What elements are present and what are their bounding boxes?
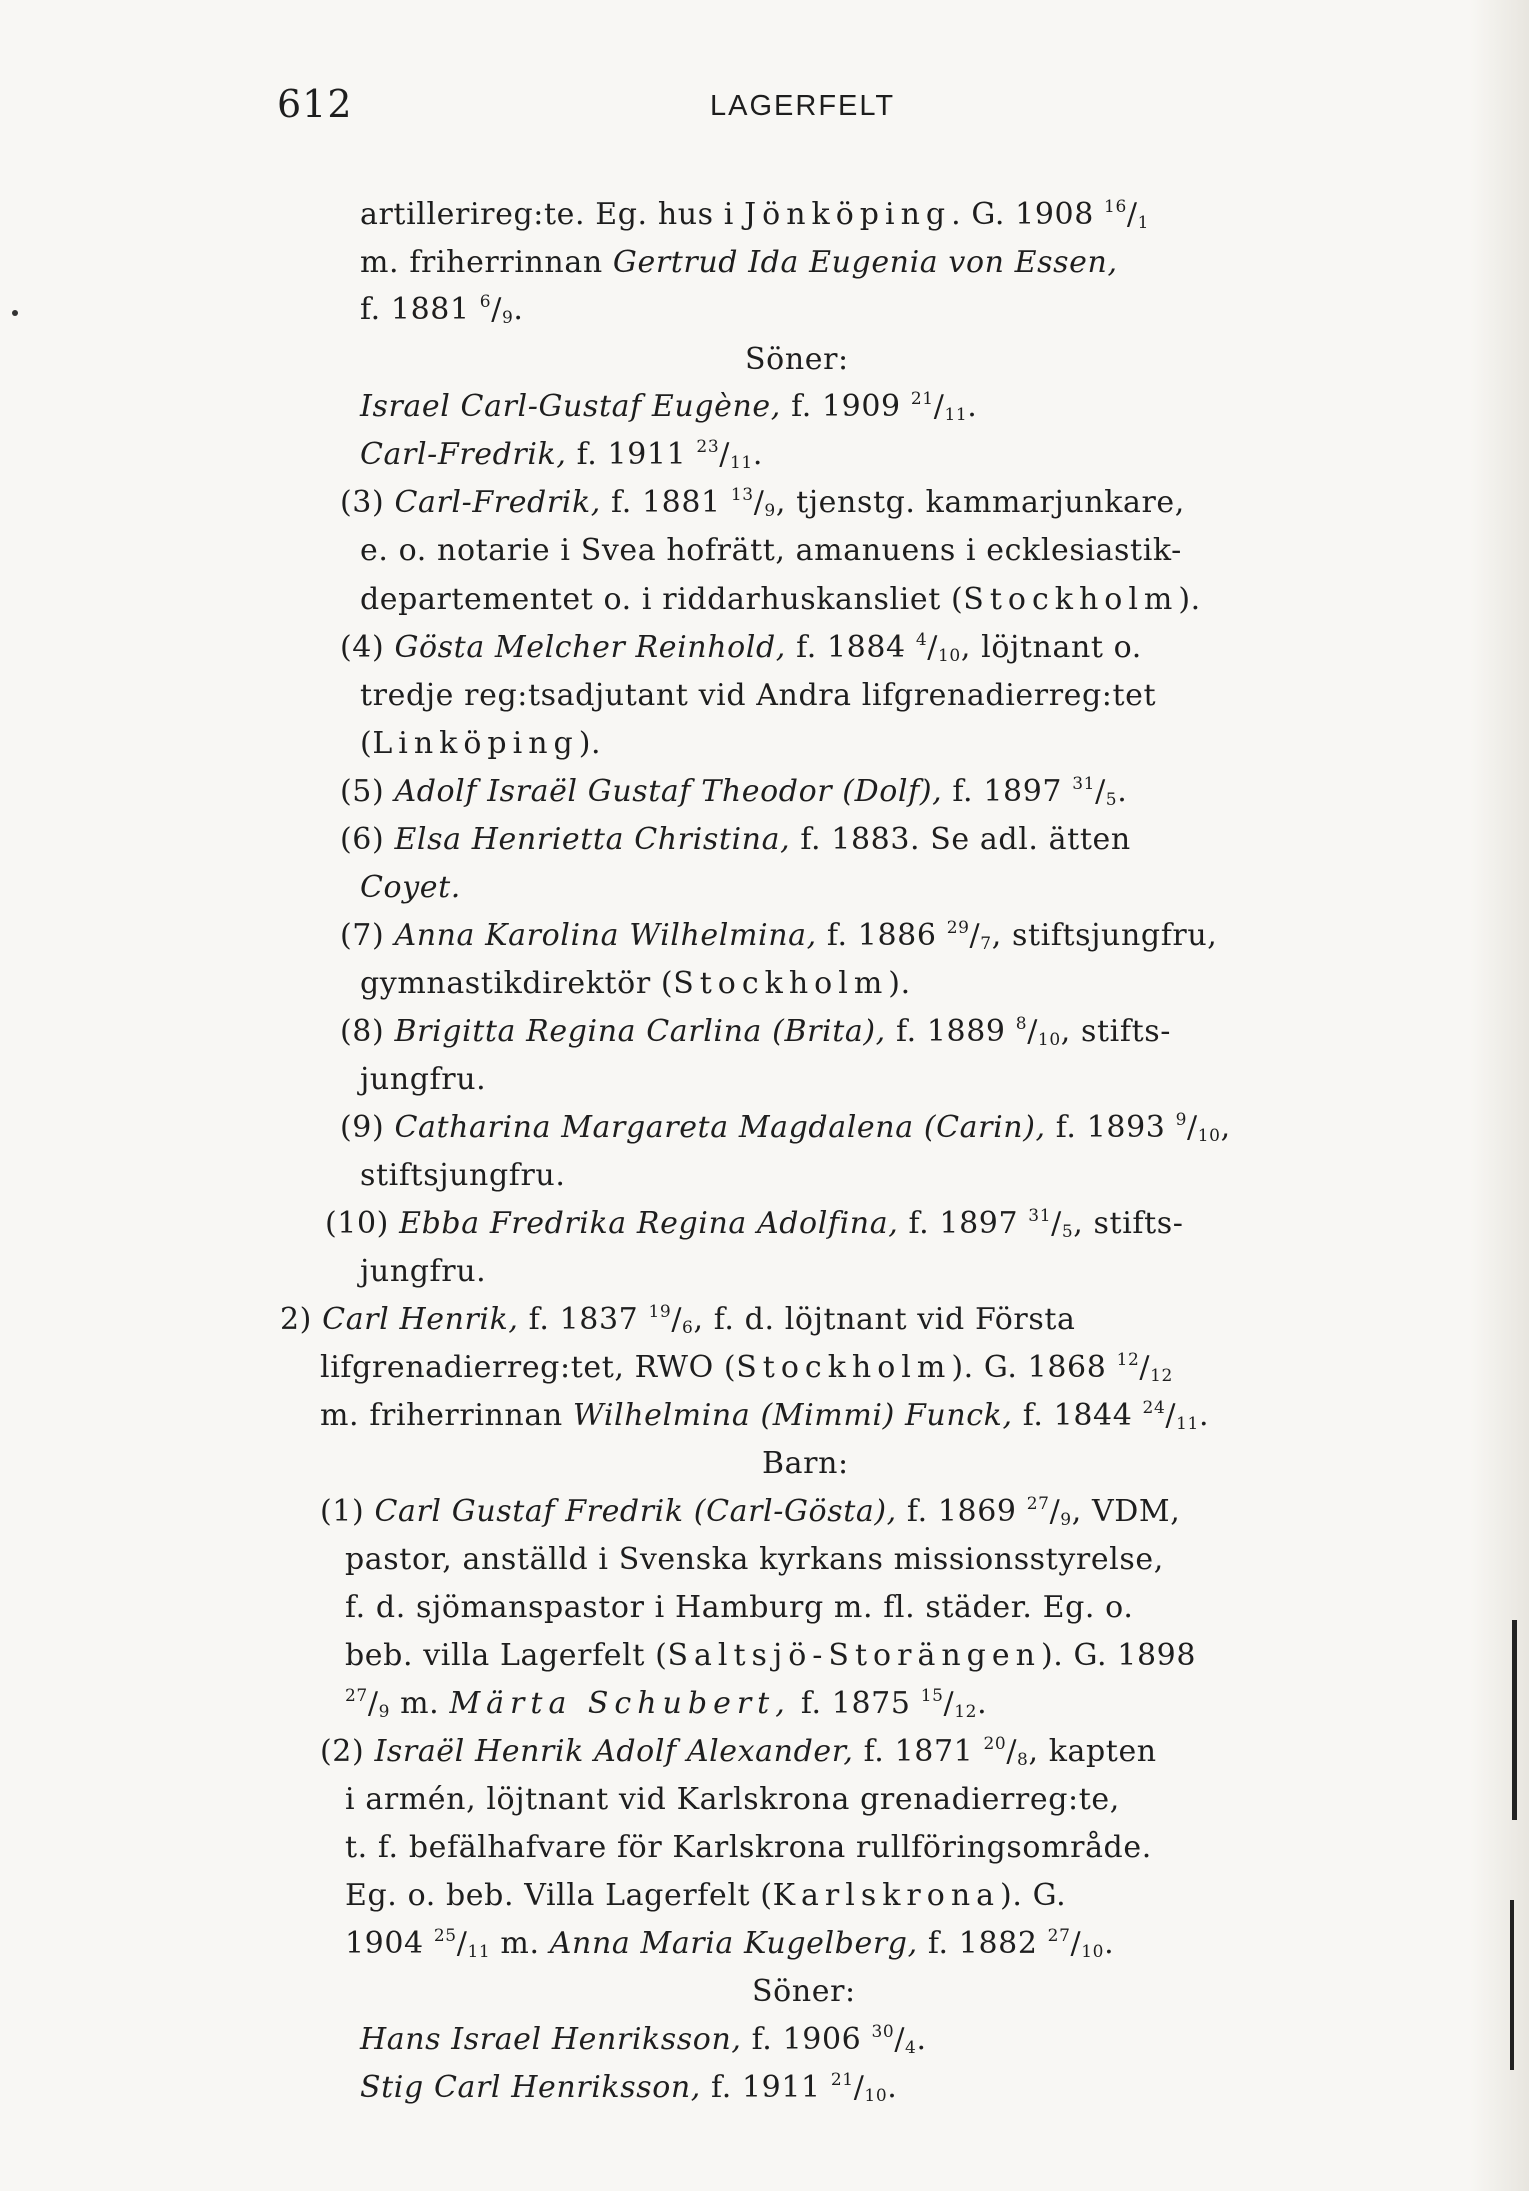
- text-line: (8) Brigitta Regina Carlina (Brita), f. 1889 $^8/_{10}$, stifts-: [340, 1014, 1171, 1050]
- text-line: (2) Israël Henrik Adolf Alexander, f. 1871 $^{20}/_8$, kapten: [320, 1734, 1157, 1770]
- text-line: (10) Ebba Fredrika Regina Adolfina, f. 1897 $^{31}/_5$, stifts-: [325, 1206, 1184, 1242]
- text-line: f. 1881 $^6/_9$.: [360, 292, 524, 328]
- text-line: Coyet.: [360, 870, 461, 905]
- text-line: lifgrenadierreg:tet, RWO (Stockholm). G. 1868 $^{12}/_{12}$: [320, 1350, 1173, 1386]
- text-line: (6) Elsa Henrietta Christina, f. 1883. Se adl. ätten: [340, 822, 1131, 857]
- text-line: jungfru.: [360, 1062, 487, 1097]
- section-heading: Söner:: [752, 1974, 856, 2009]
- text-line: m. friherrinnan Wilhelmina (Mimmi) Funck, f. 1844 $^{24}/_{11}$.: [320, 1398, 1210, 1434]
- text-line: gymnastikdirektör (Stockholm).: [360, 966, 911, 1001]
- text-line: Israel Carl-Gustaf Eugène, f. 1909 $^{21}/_{11}$.: [360, 389, 978, 425]
- text-line: e. o. notarie i Svea hofrätt, amanuens i ecklesiastik-: [360, 533, 1182, 568]
- text-line: artillerireg:te. Eg. hus i Jönköping. G. 1908 $^{16}/_1$: [360, 197, 1150, 233]
- text-line: m. friherrinnan Gertrud Ida Eugenia von Essen,: [360, 245, 1118, 280]
- text-line: 1904 $^{25}/_{11}$ m. Anna Maria Kugelberg, f. 1882 $^{27}/_{10}$.: [345, 1926, 1115, 1962]
- text-line: Stig Carl Henriksson, f. 1911 $^{21}/_{10}$.: [360, 2070, 898, 2106]
- text-line: stiftsjungfru.: [360, 1158, 566, 1193]
- text-line: tredje reg:tsadjutant vid Andra lifgrenadierreg:tet: [360, 678, 1157, 713]
- text-line: (5) Adolf Israël Gustaf Theodor (Dolf), f. 1897 $^{31}/_5$.: [340, 774, 1128, 810]
- text-line: Carl-Fredrik, f. 1911 $^{23}/_{11}$.: [360, 437, 763, 473]
- text-line: (3) Carl-Fredrik, f. 1881 $^{13}/_9$, tjenstg. kammarjunkare,: [340, 485, 1185, 521]
- text-line: (9) Catharina Margareta Magdalena (Carin), f. 1893 $^9/_{10}$,: [340, 1110, 1231, 1146]
- text-line: $^{27}/_9$ m. Märta Schubert, f. 1875 $^{15}/_{12}$.: [345, 1686, 988, 1722]
- text-line: t. f. befälhafvare för Karlskrona rullföringsområde.: [345, 1830, 1152, 1865]
- text-line: i armén, löjtnant vid Karlskrona grenadierreg:te,: [345, 1782, 1120, 1817]
- text-line: beb. villa Lagerfelt (Saltsjö-Storängen). G. 1898: [345, 1638, 1197, 1673]
- text-line: Hans Israel Henriksson, f. 1906 $^{30}/_4$.: [360, 2022, 927, 2058]
- page-number: 612: [277, 82, 353, 126]
- section-heading: Barn:: [762, 1446, 849, 1481]
- text-line: (4) Gösta Melcher Reinhold, f. 1884 $^4/_{10}$, löjtnant o.: [340, 630, 1142, 666]
- text-line: jungfru.: [360, 1254, 487, 1289]
- text-line: 2) Carl Henrik, f. 1837 $^{19}/_6$, f. d. löjtnant vid Första: [280, 1302, 1076, 1338]
- section-heading: Söner:: [745, 342, 849, 377]
- text-line: (7) Anna Karolina Wilhelmina, f. 1886 $^{29}/_7$, stiftsjungfru,: [340, 918, 1218, 954]
- text-line: f. d. sjömanspastor i Hamburg m. fl. städer. Eg. o.: [345, 1590, 1134, 1625]
- text-line: (1) Carl Gustaf Fredrik (Carl-Gösta), f. 1869 $^{27}/_9$, VDM,: [320, 1494, 1181, 1530]
- text-line: pastor, anställd i Svenska kyrkans missionsstyrelse,: [345, 1542, 1164, 1577]
- text-line: (Linköping).: [360, 726, 602, 761]
- text-line: departementet o. i riddarhuskansliet (Stockholm).: [360, 582, 1201, 617]
- text-line: Eg. o. beb. Villa Lagerfelt (Karlskrona). G.: [345, 1878, 1067, 1913]
- running-head: LAGERFELT: [710, 90, 896, 122]
